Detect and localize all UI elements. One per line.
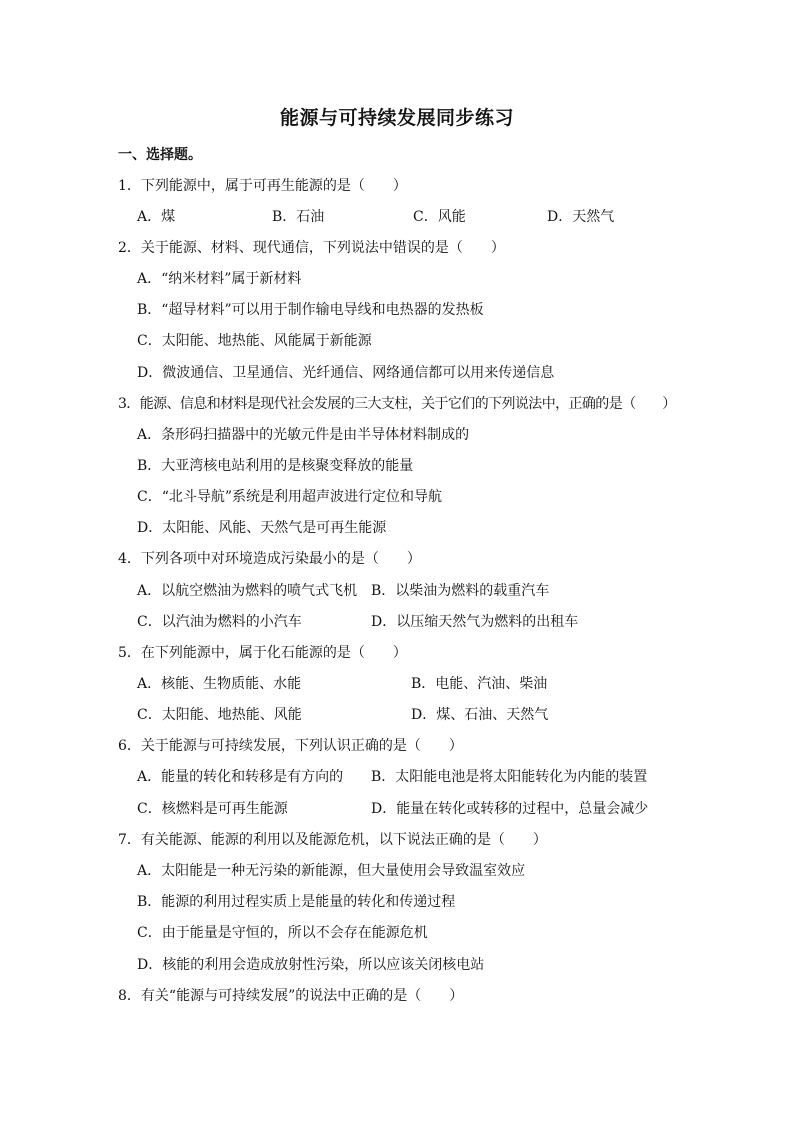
question-6-option-a: A．能量的转化和转移是有方向的 [137, 769, 344, 785]
question-3-stem: 3．能源、信息和材料是现代社会发展的三大支柱，关于它们的下列说法中，正确的是（ ） [118, 396, 676, 412]
question-7-option-a: A．太阳能是一种无污染的新能源，但大量使用会导致温室效应 [137, 863, 526, 879]
question-7-option-d: D．核能的利用会造成放射性污染，所以应该关闭核电站 [137, 957, 485, 973]
question-5-option-d: D．煤、石油、天然气 [411, 707, 549, 723]
question-2-stem: 2．关于能源、材料、现代通信，下列说法中错误的是（ ） [118, 240, 505, 256]
question-3-option-b: B．大亚湾核电站利用的是核聚变释放的能量 [137, 458, 414, 474]
question-6-option-d: D．能量在转化或转移的过程中，总量会减少 [371, 801, 649, 817]
question-6-option-b: B．太阳能电池是将太阳能转化为内能的装置 [371, 769, 648, 785]
question-3-option-d: D．太阳能、风能、天然气是可再生能源 [137, 520, 387, 536]
question-8-stem: 8．有关“能源与可持续发展”的说法中正确的是（ ） [118, 988, 464, 1004]
question-4-stem: 4．下列各项中对环境造成污染最小的是（ ） [118, 551, 421, 567]
question-1-option-d: D．天然气 [547, 209, 615, 225]
question-2-option-c: C．太阳能、地热能、风能属于新能源 [137, 333, 372, 349]
question-4-option-a: A．以航空燃油为燃料的喷气式飞机 [137, 583, 358, 599]
question-4-option-d: D．以压缩天然气为燃料的出租车 [371, 614, 579, 630]
question-2-option-b: B．“超导材料”可以用于制作输电导线和电热器的发热板 [137, 302, 484, 318]
section-heading: 一、选择题。 [118, 147, 202, 163]
question-3-option-c: C．“北斗导航”系统是利用超声波进行定位和导航 [137, 489, 443, 505]
question-2-option-d: D．微波通信、卫星通信、光纤通信、网络通信都可以用来传递信息 [137, 365, 555, 381]
question-4-option-c: C．以汽油为燃料的小汽车 [137, 614, 302, 630]
question-5-option-a: A．核能、生物质能、水能 [137, 676, 302, 692]
question-1-stem: 1．下列能源中，属于可再生能源的是（ ） [118, 178, 407, 194]
question-1-option-c: C．风能 [413, 209, 466, 225]
question-2-option-a: A．“纳米材料”属于新材料 [137, 271, 302, 287]
question-7-stem: 7．有关能源、能源的利用以及能源危机，以下说法正确的是（ ） [118, 832, 547, 848]
question-1-option-b: B．石油 [272, 209, 325, 225]
question-6-stem: 6．关于能源与可持续发展，下列认识正确的是（ ） [118, 738, 463, 754]
question-5-option-c: C．太阳能、地热能、风能 [137, 707, 302, 723]
question-7-option-c: C．由于能量是守恒的，所以不会存在能源危机 [137, 925, 428, 941]
page-title: 能源与可持续发展同步练习 [279, 107, 514, 129]
question-3-option-a: A．条形码扫描器中的光敏元件是由半导体材料制成的 [137, 427, 470, 443]
question-4-option-b: B．以柴油为燃料的载重汽车 [371, 583, 550, 599]
question-7-option-b: B．能源的利用过程实质上是能量的转化和传递过程 [137, 894, 456, 910]
question-1-option-a: A．煤 [137, 209, 176, 225]
question-6-option-c: C．核燃料是可再生能源 [137, 801, 288, 817]
question-5-stem: 5．在下列能源中，属于化石能源的是（ ） [118, 645, 407, 661]
question-5-option-b: B．电能、汽油、柴油 [411, 676, 548, 692]
